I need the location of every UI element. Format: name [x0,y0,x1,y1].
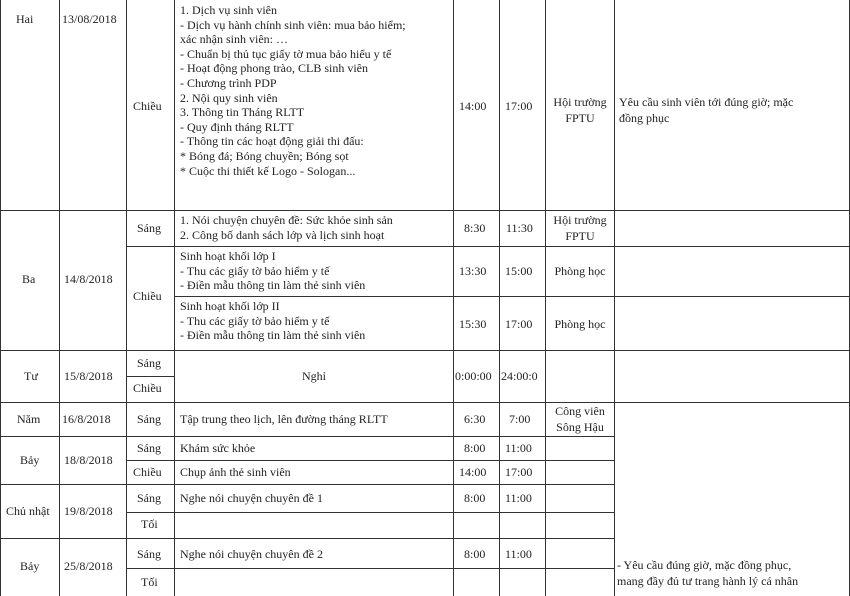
day-cell: Bảy [20,453,40,467]
start-time: 13:30 [459,264,487,278]
day-cell: Hai [16,12,34,26]
activity-cell: 1. Dịch vụ sinh viên - Dịch vụ hành chính sinh viên: mua bảo hiểm; xác nhận sinh viên: … - Chuẩn bị thủ tục giấy tờ mua bảo hiểu y tế - Hoạt động phong trào, CLB sinh viên - Chương trình PDP 2. Nội quy sinh viên 3. Thông tin Tháng RLTT - Quy định tháng RLTT - Thông tin các hoạt động giải thi đấu: * Bóng đá; Bóng chuyền; Bóng sọt * Cuộc thi thiết kế Logo - Sologan... [180,3,406,178]
period-cell: Sáng [137,356,161,370]
location-line-2: FPTU [565,229,595,243]
location-line-1: Hội trường [553,213,607,227]
activity-cell: Nghỉ [302,369,326,383]
end-time: 24:00:0 [501,369,538,383]
day-cell: Năm [17,412,41,426]
start-time: 15:30 [459,317,487,331]
period-cell: Chiều [133,289,162,303]
location-line-1: Công viên [555,404,605,418]
activity-cell: Sinh hoạt khối lớp II - Thu các giấy tờ bảo hiểm y tế - Điền mẫu thông tin làm thẻ sinh viên [180,299,366,343]
period-cell: Tối [141,575,158,589]
activity-cell: Chụp ảnh thẻ sinh viên [180,465,291,479]
period-cell: Chiều [133,99,162,113]
activity-cell: Nghe nói chuyện chuyên đề 2 [180,547,323,561]
period-cell: Chiều [133,381,162,395]
activity-cell: 1. Nói chuyện chuyên đề: Sức khỏe sinh sản 2. Công bố danh sách lớp và lịch sinh hoạt [180,213,393,242]
end-time: 17:00 [505,317,533,331]
location-line-2: Sông Hậu [556,420,604,434]
period-cell: Sáng [137,547,161,561]
end-time: 11:00 [505,441,532,455]
period-cell: Chiều [133,465,162,479]
activity-cell: Sinh hoạt khối lớp I - Thu các giấy tờ bảo hiểm y tế - Điền mẫu thông tin làm thẻ sinh viên [180,249,366,293]
end-time: 11:00 [505,547,532,561]
date-cell: 16/8/2018 [62,412,111,426]
period-cell: Tối [141,517,158,531]
date-cell: 19/8/2018 [64,504,113,518]
period-cell: Sáng [137,441,161,455]
date-cell: 18/8/2018 [64,453,113,467]
period-cell: Sáng [137,491,161,505]
end-time: 11:30 [506,221,533,235]
start-time: 14:00 [459,99,487,113]
start-time: 8:30 [464,221,486,235]
location-cell: Phòng học [554,264,606,278]
activity-cell: Nghe nói chuyện chuyên đề 1 [180,491,323,505]
day-cell: Chủ nhật [6,504,50,518]
location-line-1: Hội trường [553,95,607,109]
activity-cell: Tập trung theo lịch, lên đường tháng RLTT [180,412,388,426]
day-cell: Tư [24,369,38,383]
start-time: 8:00 [464,547,486,561]
start-time: 8:00 [464,441,486,455]
end-time: 7:00 [509,412,531,426]
note-line-2: mang đầy đủ tư trang hành lý cá nhân [617,574,799,588]
date-cell: 15/8/2018 [64,369,113,383]
location-line-2: FPTU [565,111,595,125]
activity-cell: Khám sức khỏe [180,441,256,455]
end-time: 15:00 [505,264,533,278]
date-cell: 14/8/2018 [64,272,113,286]
end-time: 17:00 [505,465,533,479]
date-cell: 25/8/2018 [64,559,113,573]
end-time: 11:00 [505,491,532,505]
period-cell: Sáng [137,221,161,235]
note-line-2: đồng phục [619,111,670,125]
period-cell: Sáng [137,412,161,426]
location-cell: Phòng học [554,317,606,331]
note-line-1: Yêu cầu sinh viên tới đúng giờ; mặc [619,95,794,109]
start-time: 0:00:00 [455,369,492,383]
start-time: 8:00 [464,491,486,505]
day-cell: Bảy [20,559,40,573]
end-time: 17:00 [505,99,533,113]
date-cell: 13/08/2018 [62,12,117,26]
note-line-1: - Yêu cầu đúng giờ, mặc đồng phục, [617,558,792,572]
start-time: 6:30 [464,412,486,426]
start-time: 14:00 [459,465,487,479]
day-cell: Ba [22,272,36,286]
